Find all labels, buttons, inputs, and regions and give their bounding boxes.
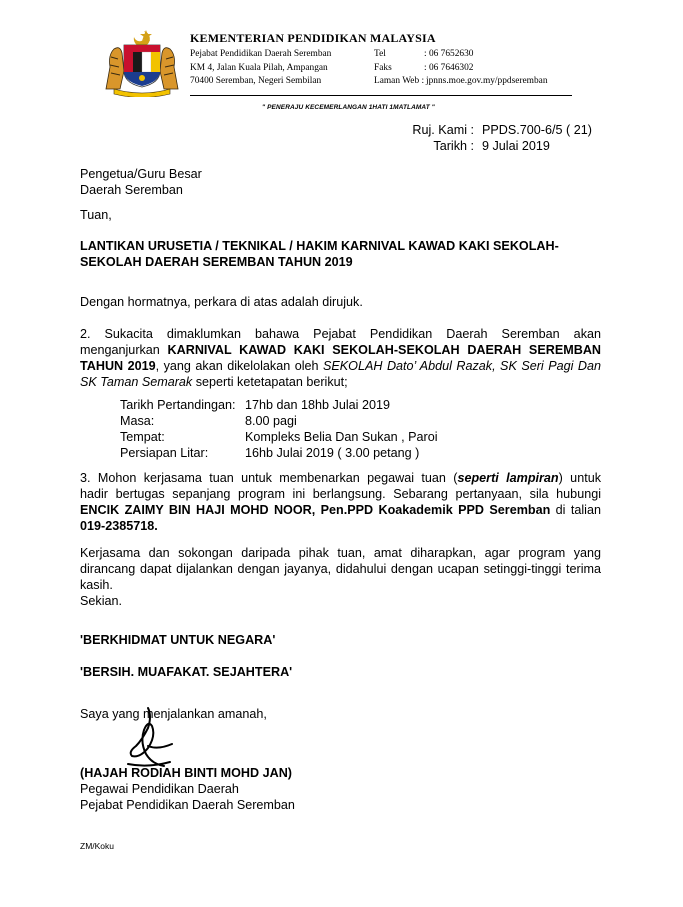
text: di talian bbox=[550, 503, 601, 517]
event-details bbox=[120, 397, 438, 461]
subject bbox=[80, 238, 559, 270]
paragraph-line bbox=[80, 502, 601, 518]
text: menganjurkan bbox=[80, 343, 168, 357]
detail-label: Tarikh Pertandingan: bbox=[120, 398, 236, 412]
paragraph-line: 2. Sukacita dimaklumkan bahawa Pejabat Pendidikan Daerah Seremban akan bbox=[80, 327, 601, 341]
paragraph-line bbox=[80, 342, 601, 358]
paragraph-line: dirancang dapat dijalankan dengan jayanya, didahului dengan ucapan setinggi-tinggi terima bbox=[80, 562, 601, 576]
address-line: 70400 Seremban, Negeri Sembilan bbox=[190, 76, 322, 86]
event-name: KARNIVAL KAWAD KAKI SEKOLAH-SEKOLAH DAERAH SEREMBAN bbox=[167, 343, 602, 357]
recipient bbox=[80, 166, 202, 198]
signatory-block bbox=[80, 765, 295, 813]
contact-person: ENCIK ZAIMY BIN HAJI MOHD NOOR, Pen.PPD Koakademik PPD Seremban bbox=[80, 503, 551, 517]
website-label: Laman Web : bbox=[374, 76, 425, 86]
ruj-label: Ruj. Kami : bbox=[412, 123, 474, 137]
text: ) untuk bbox=[558, 471, 601, 485]
attachment-note: seperti lampiran bbox=[457, 471, 559, 485]
slogan-2: 'BERSIH. MUAFAKAT. SEJAHTERA' bbox=[80, 665, 293, 679]
contact-phone: 019-2385718. bbox=[80, 519, 158, 533]
signatory-name: (HAJAH RODIAH BINTI MOHD JAN) bbox=[80, 766, 292, 780]
detail-row bbox=[120, 445, 438, 461]
host-school: SK Taman Semarak bbox=[80, 375, 193, 389]
reference-block bbox=[412, 122, 592, 154]
recipient-line: Pengetua/Guru Besar bbox=[80, 167, 202, 181]
paragraph-2 bbox=[80, 326, 601, 390]
paragraph-line: kasih. bbox=[80, 578, 113, 592]
tarikh-value: 9 Julai 2019 bbox=[482, 139, 550, 153]
paragraph-line bbox=[80, 358, 601, 374]
subject-line: SEKOLAH DAERAH SEREMBAN TAHUN 2019 bbox=[80, 255, 353, 269]
slogan-1: 'BERKHIDMAT UNTUK NEGARA' bbox=[80, 633, 276, 647]
signatory-title: Pegawai Pendidikan Daerah bbox=[80, 782, 239, 796]
tarikh-label: Tarikh : bbox=[433, 139, 474, 153]
text: seperti ketetapatan berikut; bbox=[192, 375, 348, 389]
paragraph-line: Kerjasama dan sokongan daripada pihak tuan, amat diharapkan, agar program yang bbox=[80, 546, 601, 560]
paragraph-line bbox=[80, 374, 601, 390]
text: , yang akan dikelolakan oleh bbox=[155, 359, 323, 373]
coat-of-arms-logo bbox=[100, 27, 184, 97]
text: 3. Mohon kerjasama tuan untuk membenarkan pegawai tuan ( bbox=[80, 471, 458, 485]
detail-value: 8.00 pagi bbox=[245, 414, 297, 428]
ruj-value: PPDS.700-6/5 ( 21) bbox=[482, 123, 592, 137]
detail-label: Persiapan Litar: bbox=[120, 446, 209, 460]
sekian: Sekian. bbox=[80, 594, 123, 608]
signatory-office: Pejabat Pendidikan Daerah Seremban bbox=[80, 798, 295, 812]
detail-label: Masa: bbox=[120, 414, 155, 428]
office-address bbox=[190, 48, 331, 89]
detail-value: Kompleks Belia Dan Sukan , Paroi bbox=[245, 430, 438, 444]
motto: " PENERAJU KECEMERLANGAN 1HATI 1MATLAMAT " bbox=[262, 104, 435, 111]
address-line: Pejabat Pendidikan Daerah Seremban bbox=[190, 49, 332, 59]
paragraph-line bbox=[80, 470, 601, 486]
fax-label: Faks bbox=[374, 62, 392, 73]
detail-row bbox=[120, 429, 438, 445]
closing: Saya yang menjalankan amanah, bbox=[80, 707, 267, 721]
paragraph-3 bbox=[80, 470, 601, 534]
event-year: TAHUN 2019 bbox=[80, 359, 156, 373]
tel-label: Tel bbox=[374, 49, 386, 59]
fax-value: : 06 7646302 bbox=[424, 62, 474, 73]
file-reference: ZM/Koku bbox=[80, 841, 115, 851]
tel-value: : 06 7652630 bbox=[424, 49, 474, 59]
detail-value: 16hb Julai 2019 ( 3.00 petang ) bbox=[245, 446, 420, 460]
letterhead-divider bbox=[190, 95, 572, 96]
contact-values bbox=[424, 48, 548, 89]
contact-labels bbox=[374, 48, 424, 89]
paragraph-line: hadir bertugas sepanjang program ini berlangsung. Sebarang pertanyaan, sila hubungi bbox=[80, 487, 601, 501]
detail-row bbox=[120, 397, 438, 413]
salutation: Tuan, bbox=[80, 208, 112, 222]
ministry-name: KEMENTERIAN PENDIDIKAN MALAYSIA bbox=[190, 31, 436, 45]
address-line: KM 4, Jalan Kuala Pilah, Ampangan bbox=[190, 62, 328, 73]
recipient-line: Daerah Seremban bbox=[80, 183, 183, 197]
detail-label: Tempat: bbox=[120, 430, 165, 444]
detail-row bbox=[120, 413, 438, 429]
intro-paragraph: Dengan hormatnya, perkara di atas adalah dirujuk. bbox=[80, 295, 363, 309]
subject-line: LANTIKAN URUSETIA / TEKNIKAL / HAKIM KARNIVAL KAWAD KAKI SEKOLAH- bbox=[80, 239, 559, 253]
paragraph-4 bbox=[80, 545, 601, 609]
host-schools: SEKOLAH Dato’ Abdul Razak, SK Seri Pagi Dan bbox=[322, 359, 601, 373]
website-link[interactable]: jpnns.moe.gov.my/ppdseremban bbox=[426, 76, 548, 86]
detail-value: 17hb dan 18hb Julai 2019 bbox=[245, 398, 390, 412]
